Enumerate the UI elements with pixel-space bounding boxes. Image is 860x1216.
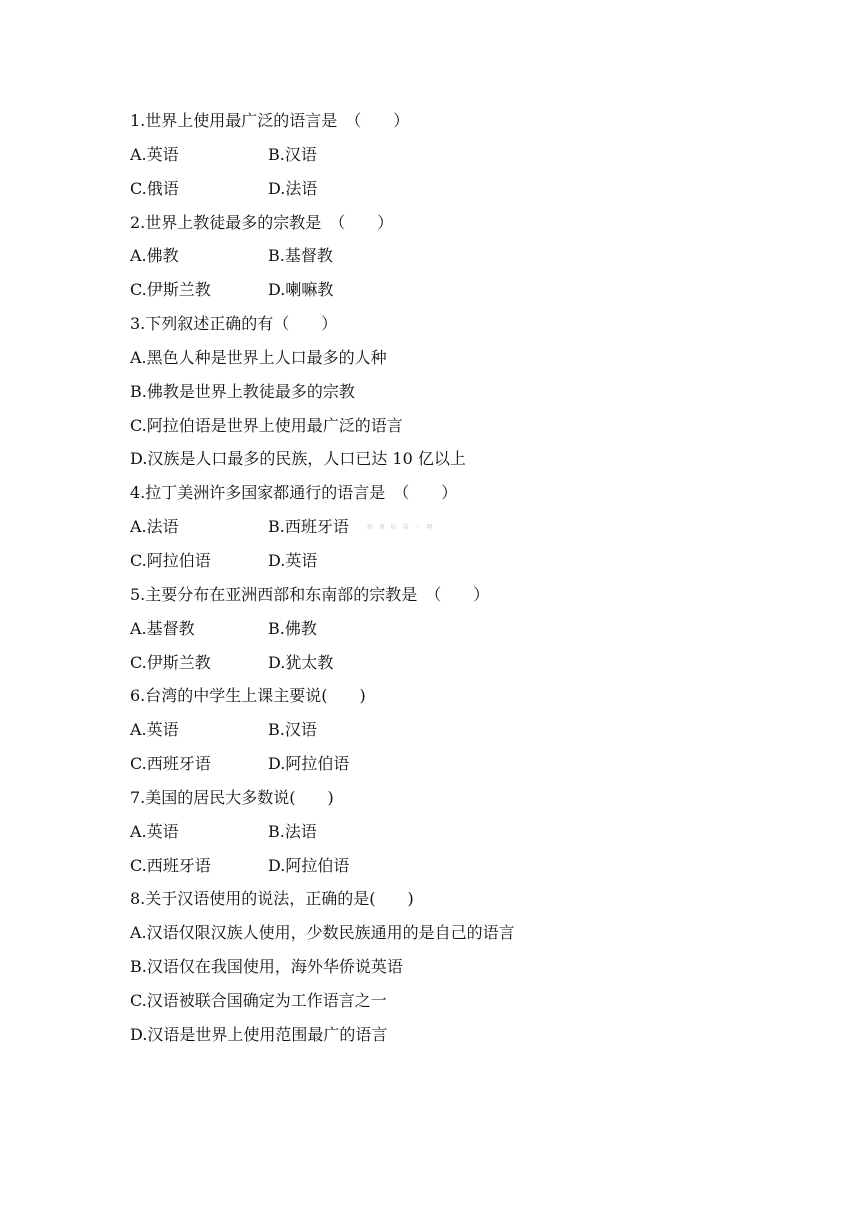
question-stem: 2.世界上教徒最多的宗教是 [130, 212, 322, 232]
question-6-stem [130, 683, 770, 717]
question-1-options-row-2 [130, 176, 770, 210]
option-d: D.英语 [268, 550, 318, 570]
question-1-stem [130, 108, 770, 142]
question-1-options-row-1 [130, 142, 770, 176]
question-8-option-b [130, 954, 770, 988]
answer-parentheses: （ ） [425, 584, 490, 604]
question-stem: 8.关于汉语使用的说法，正确的是( ) [130, 889, 414, 909]
question-4-stem [130, 480, 770, 514]
question-7-stem [130, 785, 770, 819]
question-stem: 3.下列叙述正确的有（ ） [130, 314, 338, 334]
option-a: A.佛教 [130, 246, 179, 266]
question-6-options-row-2 [130, 751, 770, 785]
option-a: A.汉语仅限汉族人使用，少数民族通用的是自己的语言 [130, 923, 515, 943]
option-c: C.阿拉伯语是世界上使用最广泛的语言 [130, 415, 403, 435]
option-a: A.英语 [130, 821, 179, 841]
option-a: A.黑色人种是世界上人口最多的人种 [130, 347, 387, 367]
option-a: A.英语 [130, 720, 179, 740]
option-d: D.阿拉伯语 [268, 855, 350, 875]
question-3-option-a [130, 345, 770, 379]
watermark-text: 新 课 标 第 一 网 [366, 523, 435, 531]
question-8-option-c [130, 988, 770, 1022]
question-5-options-row-1 [130, 616, 770, 650]
question-4-options-row-2 [130, 548, 770, 582]
question-7-options-row-2 [130, 853, 770, 887]
option-b: B.佛教是世界上教徒最多的宗教 [130, 381, 355, 401]
option-b: B.汉语 [268, 144, 317, 164]
option-d: D.汉族是人口最多的民族，人口已达 10 亿以上 [130, 449, 466, 469]
question-6-options-row-1 [130, 717, 770, 751]
question-4-options-row-1 [130, 514, 770, 548]
option-d: D.犹太教 [268, 652, 334, 672]
option-d: D.阿拉伯语 [268, 754, 350, 774]
question-list [130, 108, 770, 1056]
question-8-option-a [130, 920, 770, 954]
answer-parentheses: （ ） [393, 483, 458, 503]
question-2-options-row-1 [130, 243, 770, 277]
question-stem: 5.主要分布在亚洲西部和东南部的宗教是 [130, 584, 418, 604]
option-b: B.佛教 [268, 618, 317, 638]
option-c: C.西班牙语 [130, 855, 211, 875]
question-2-stem [130, 210, 770, 244]
option-b: B.汉语仅在我国使用，海外华侨说英语 [130, 957, 403, 977]
question-5-stem [130, 582, 770, 616]
option-c: C.汉语被联合国确定为工作语言之一 [130, 990, 387, 1010]
option-d: D.汉语是世界上使用范围最广的语言 [130, 1024, 388, 1044]
option-b: B.法语 [268, 821, 317, 841]
question-3-option-c [130, 413, 770, 447]
option-c: C.伊斯兰教 [130, 652, 211, 672]
question-stem: 1.世界上使用最广泛的语言是 [130, 111, 338, 130]
question-3-option-d [130, 446, 770, 480]
option-c: C.阿拉伯语 [130, 550, 211, 570]
question-stem: 4.拉丁美洲许多国家都通行的语言是 [130, 483, 386, 503]
question-5-options-row-2 [130, 650, 770, 684]
option-b: B.西班牙语 [268, 517, 349, 537]
question-2-options-row-2 [130, 277, 770, 311]
option-a: A.英语 [130, 144, 179, 164]
option-b: B.基督教 [268, 246, 333, 266]
answer-parentheses: （ ） [345, 111, 410, 130]
option-c: C.伊斯兰教 [130, 280, 211, 300]
question-3-stem [130, 311, 770, 345]
answer-parentheses: （ ） [329, 212, 394, 232]
question-stem: 7.美国的居民大多数说( ) [130, 787, 334, 807]
question-8-option-d [130, 1022, 770, 1056]
option-c: C.西班牙语 [130, 754, 211, 774]
option-a: A.基督教 [130, 618, 195, 638]
option-b: B.汉语 [268, 720, 317, 740]
question-3-option-b [130, 379, 770, 413]
option-d: D.喇嘛教 [268, 280, 334, 300]
question-7-options-row-1 [130, 819, 770, 853]
option-a: A.法语 [130, 517, 179, 537]
question-8-stem [130, 886, 770, 920]
question-stem: 6.台湾的中学生上课主要说( ) [130, 686, 366, 706]
option-c: C.俄语 [130, 178, 179, 198]
option-d: D.法语 [268, 178, 318, 198]
